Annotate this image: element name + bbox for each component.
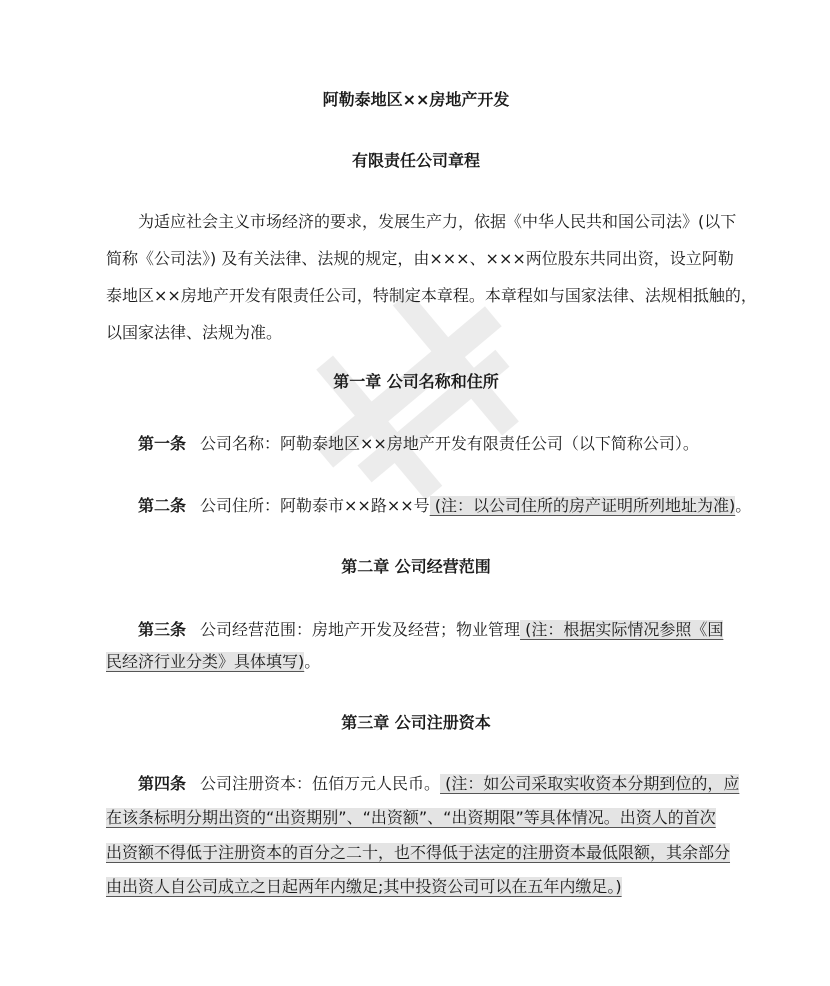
article-note: (注：如公司采取实收资本分期到位的，应 bbox=[440, 774, 740, 793]
article-4-cont bbox=[106, 876, 726, 898]
preamble-line: 简称《公司法》) 及有关法律、法规的规定，由×××、×××两位股东共同出资，设立阿勒 bbox=[106, 249, 734, 268]
chapter-1-title: 第一章 公司名称和住所 bbox=[333, 372, 499, 391]
article-text: 公司经营范围：房地产开发及经营；物业管理 bbox=[200, 620, 521, 639]
article-note: 出资额不得低于注册资本的百分之二十，也不得低于法定的注册资本最低限额，其余部分 bbox=[106, 843, 731, 862]
article-4-cont bbox=[106, 807, 726, 829]
article-text: 公司名称：阿勒泰地区××房地产开发有限责任公司（以下简称公司）。 bbox=[200, 434, 699, 453]
article-tail: 。 bbox=[304, 652, 321, 671]
article-4 bbox=[106, 773, 758, 795]
article-text: 公司注册资本：伍佰万元人民币。 bbox=[200, 774, 441, 793]
article-label: 第一条 bbox=[138, 434, 187, 453]
article-text: 公司住所：阿勒泰市××路××号 bbox=[200, 496, 430, 515]
preamble-line: 为适应社会主义市场经济的要求，发展生产力，依据《中华人民共和国公司法》(以下 bbox=[138, 212, 737, 231]
chapter-2-title: 第二章 公司经营范围 bbox=[341, 557, 491, 576]
article-1 bbox=[106, 433, 758, 455]
article-note: 在该条标明分期出资的“出资期别”、“出资额”、“出资期限”等具体情况。出资人的首次 bbox=[106, 808, 716, 827]
article-label: 第二条 bbox=[138, 496, 187, 515]
article-3 bbox=[106, 619, 758, 641]
article-tail: 。 bbox=[735, 496, 752, 515]
article-2 bbox=[106, 495, 758, 517]
doc-title-line2: 有限责任公司章程 bbox=[351, 151, 480, 170]
article-label: 第三条 bbox=[138, 620, 187, 639]
article-4-cont bbox=[106, 842, 731, 864]
chapter-3-title: 第三章 公司注册资本 bbox=[341, 713, 491, 732]
preamble-line: 泰地区××房地产开发有限责任公司，特制定本章程。本章程如与国家法律、法规相抵触的， bbox=[106, 286, 757, 305]
article-note: (注：以公司住所的房产证明所列地址为准) bbox=[429, 496, 736, 515]
preamble-line: 以国家法律、法规为准。 bbox=[106, 323, 283, 342]
article-3-cont bbox=[106, 651, 726, 673]
article-note: (注：根据实际情况参照《国 bbox=[520, 620, 724, 639]
article-label: 第四条 bbox=[138, 774, 187, 793]
article-note: 民经济行业分类》具体填写) bbox=[106, 652, 305, 671]
doc-title-line1: 阿勒泰地区××房地产开发 bbox=[322, 90, 510, 109]
article-note: 由出资人自公司成立之日起两年内缴足;其中投资公司可以在五年内缴足。) bbox=[106, 877, 622, 896]
